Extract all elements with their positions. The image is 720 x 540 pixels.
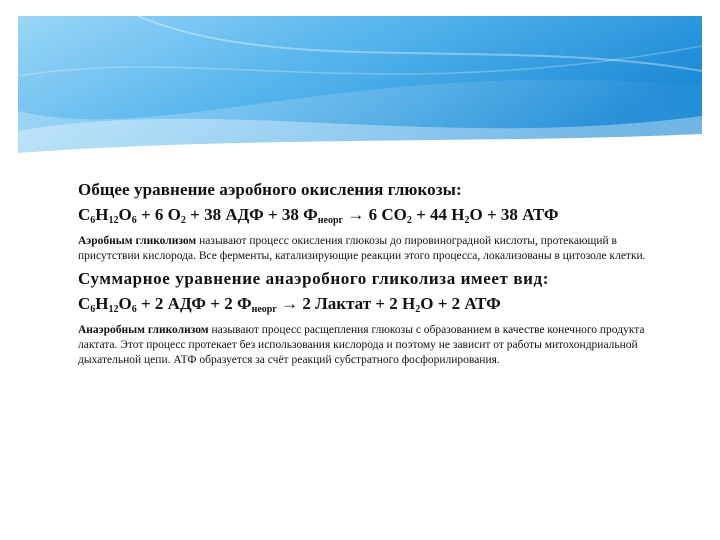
- anaerobic-heading: Суммарное уравнение анаэробного гликолиза имеет вид:: [78, 269, 549, 288]
- banner-graphic: [18, 16, 702, 153]
- anaerobic-equation: $C_6H_{12}O_6 + 2$ АДФ + 2 $Ф_{неорг} \to 2$ Лактат + 2 $H_2O + 2$ АТФ: [78, 294, 501, 315]
- aerobic-heading: Общее уравнение аэробного окисления глюкозы:: [78, 180, 462, 199]
- aerobic-description: Аэробным гликолизом называют процесс окисления глюкозы до пировиноградной кислоты, протекающий в присутствии кислорода. Все ферменты, катализирующие реакции этого процесса, локализованы в цитозоле клетки.: [78, 235, 646, 262]
- aerobic-term: Аэробным гликолизом: [78, 235, 197, 247]
- anaerobic-description: Анаэробным гликолизом называют процесс расщепления глюкозы с образованием в качестве конечного продукта лактата. Этот процесс протекает без использования кислорода и поэтому не зависит от работы митохондриальной дыхательной цепи. АТФ образуется за счёт реакций субстратного фосфорилирования.: [78, 324, 645, 366]
- anaerobic-term: Анаэробным гликолизом: [78, 324, 209, 336]
- slide-content: [78, 180, 653, 368]
- header-banner: [18, 16, 702, 153]
- aerobic-equation: $C_6H_{12}O_6 + 6$ $O_2 + 38$ АДФ + 38 $Ф_{неорг} \to 6$ $CO_2 + 44$ $H_2O + 38$ АТФ: [78, 205, 559, 226]
